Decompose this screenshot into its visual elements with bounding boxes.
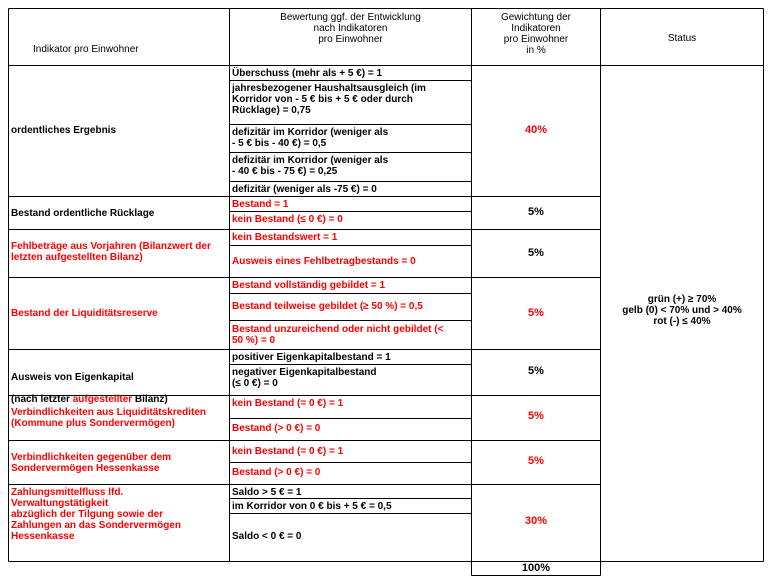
weight-value: 5% — [528, 455, 544, 467]
header-indicator: Indikator pro Einwohner — [33, 44, 139, 55]
indicator-eigenkapital — [11, 361, 227, 405]
criterion-text: defizitär (weniger als -75 €) = 0 — [232, 184, 377, 195]
weight-value: 30% — [524, 515, 548, 527]
criterion-text: Saldo > 5 € = 1 — [232, 487, 302, 498]
indicator-hessenkasse: Verbindlichkeiten gegenüber dem Sondervermögen Hessenkasse — [11, 452, 172, 474]
criterion-text: Bestand unzureichend oder nicht gebildet (< 50 %) = 0 — [232, 324, 444, 346]
criterion-text: im Korridor von 0 € bis + 5 € = 0,5 — [232, 501, 392, 512]
weight-value: 5% — [528, 307, 544, 319]
criterion-text: defizitär im Korridor (weniger als - 40 € bis - 75 €) = 0,25 — [232, 155, 389, 177]
criterion-text: Bestand (> 0 €) = 0 — [232, 423, 321, 434]
indicator-ordentliches-ergebnis: ordentliches Ergebnis — [11, 125, 117, 136]
indicator-liquiditaetskredite: Verbindlichkeiten aus Liquiditätskrediten (Kommune plus Sondervermögen) — [11, 407, 207, 429]
header-status: Status — [667, 33, 697, 44]
criterion-text: Ausweis eines Fehlbetragbestands = 0 — [232, 256, 416, 267]
weight-value: 5% — [528, 206, 544, 218]
criterion-text: Bestand (> 0 €) = 0 — [232, 467, 321, 478]
indicator-line: Ausweis von Eigenkapital — [11, 372, 134, 383]
criterion-text: negativer Eigenkapitalbestand (≤ 0 €) = 0 — [232, 367, 377, 389]
indicator-highlight: aufgestellter — [72, 394, 133, 405]
weight-value: 40% — [524, 124, 548, 136]
criterion-text: jahresbezogener Haushaltsausgleich (im Korridor von - 5 € bis + 5 € oder durch Rücklage) = 0,75 — [232, 83, 426, 116]
total-weight: 100% — [521, 562, 551, 574]
criterion-text: defizitär im Korridor (weniger als - 5 € bis - 40 €) = 0,5 — [232, 127, 389, 149]
criterion-text: kein Bestandswert = 1 — [232, 232, 338, 243]
indicator-line: Bilanz) — [132, 394, 168, 405]
weight-value: 5% — [528, 247, 544, 259]
header-weighting: Gewichtung der Indikatoren pro Einwohner in % — [500, 12, 572, 56]
status-legend: grün (+) ≥ 70% gelb (0) < 70% und > 40% rot (-) ≤ 40% — [622, 294, 742, 327]
indicator-fehlbetraege: Fehlbeträge aus Vorjahren (Bilanzwert der letzten aufgestellten Bilanz) — [11, 241, 211, 263]
indicator-ruecklage: Bestand ordentliche Rücklage — [11, 208, 155, 219]
indicator-liquiditaetsreserve: Bestand der Liquiditätsreserve — [11, 308, 158, 319]
criterion-text: kein Bestand (= 0 €) = 1 — [232, 446, 344, 457]
weight-value: 5% — [528, 365, 544, 377]
indicator-zahlungsmittelfluss: Zahlungsmittelfluss lfd. Verwaltungstätigkeit abzüglich der Tilgung sowie der Zahlungen an das Sondervermögen Hessenkasse — [11, 487, 182, 542]
criterion-text: positiver Eigenkapitalbestand = 1 — [232, 352, 391, 363]
criterion-text: kein Bestand (= 0 €) = 1 — [232, 398, 344, 409]
criterion-text: Saldo < 0 € = 0 — [232, 531, 302, 542]
weight-value: 5% — [528, 410, 544, 422]
criterion-text: Bestand = 1 — [232, 199, 289, 210]
criterion-text: Überschuss (mehr als + 5 €) = 1 — [232, 68, 383, 79]
indicator-line: (nach letzter — [11, 394, 73, 405]
criterion-text: Bestand vollständig gebildet = 1 — [232, 280, 386, 291]
criterion-text: kein Bestand (≤ 0 €) = 0 — [232, 214, 343, 225]
criterion-text: Bestand teilweise gebildet (≥ 50 %) = 0,5 — [232, 301, 423, 312]
header-evaluation: Bewertung ggf. der Entwicklung nach Indikatoren pro Einwohner — [280, 12, 421, 45]
